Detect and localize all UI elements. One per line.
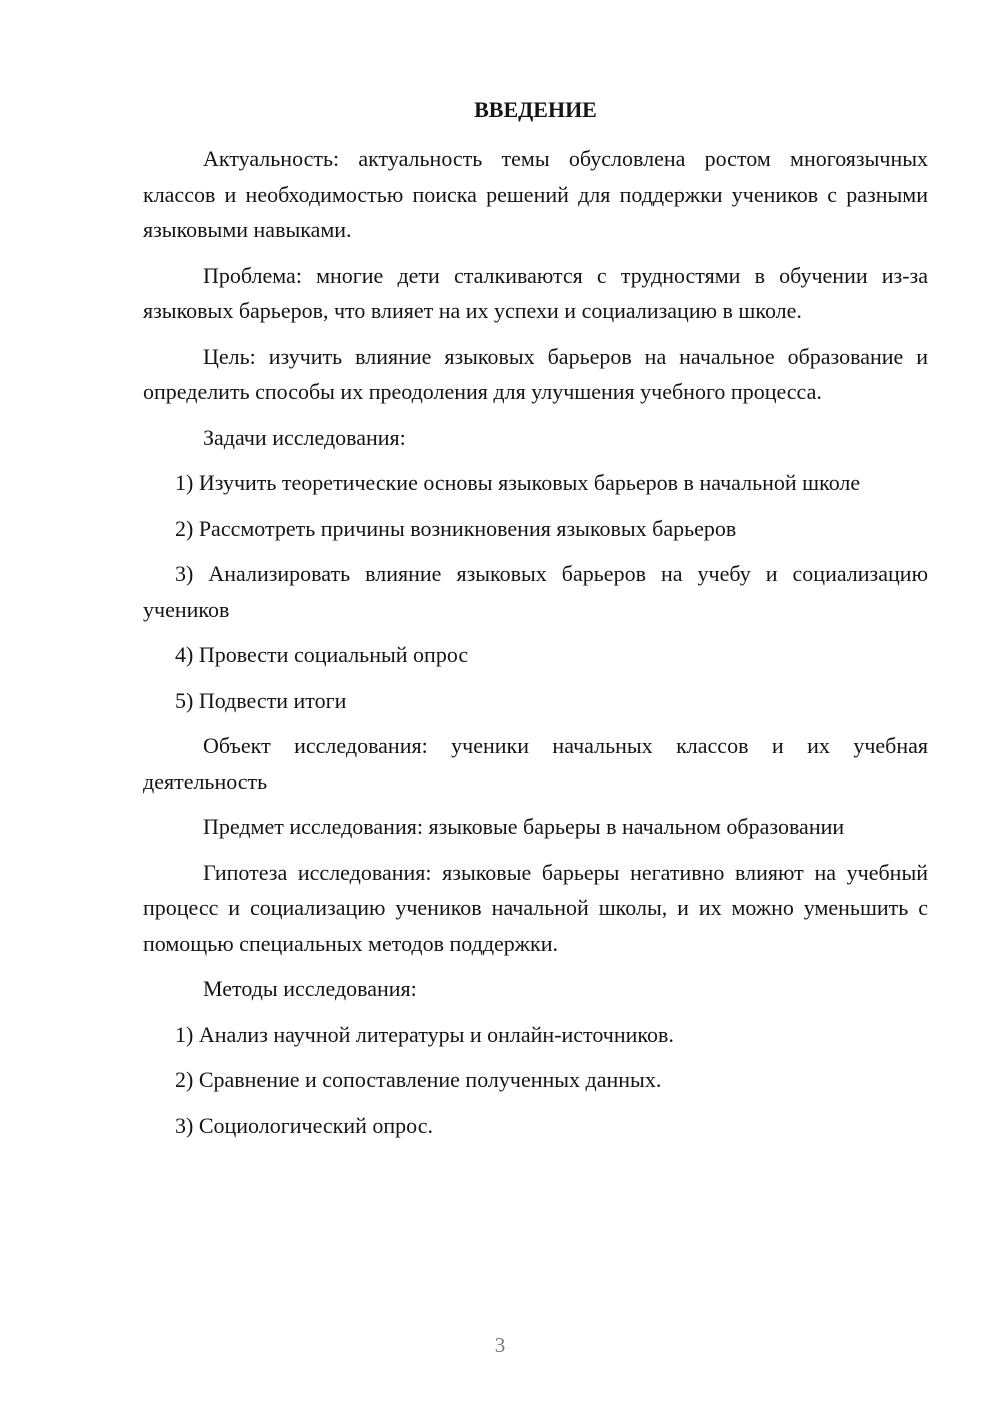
method-item-1: 1) Анализ научной литературы и онлайн-источников. — [175, 1021, 674, 1047]
paragraph-methods-heading: Методы исследования: — [203, 976, 417, 1001]
task-item-1: 1) Изучить теоретические основы языковых барьеров в начальной школе — [175, 470, 861, 495]
page-number: 3 — [494, 1333, 506, 1357]
paragraph-object: Объект исследования: ученики начальных классов и их учебная деятельность — [143, 733, 928, 794]
method-item-3: 3) Социологический опрос. — [175, 1112, 433, 1138]
section-title: ВВЕДЕНИЕ — [474, 97, 597, 122]
paragraph-hypothesis: Гипотеза исследования: языковые барьеры негативно влияют на учебный процесс и социализацию учеников начальной школы, и их можно уменьшить с помощью специальных методов поддержки. — [143, 859, 928, 956]
task-item-4: 4) Провести социальный опрос — [175, 642, 469, 667]
task-item-2: 2) Рассмотреть причины возникновения языковых барьеров — [175, 515, 737, 541]
paragraph-goal: Цель: изучить влияние языковых барьеров на начальное образование и определить способы их преодоления для улучшения учебного процесса. — [143, 343, 928, 404]
paragraph-tasks-heading: Задачи исследования: — [203, 424, 406, 450]
task-item-3: 3) Анализировать влияние языковых барьеров на учебу и социализацию учеников — [143, 561, 928, 622]
paragraph-problem: Проблема: многие дети сталкиваются с трудностями в обучении из-за языковых барьеров, что влияет на их успехи и социализацию в школе. — [143, 262, 928, 323]
paragraph-subject: Предмет исследования: языковые барьеры в начальном образовании — [203, 814, 845, 839]
paragraph-relevance: Актуальность: актуальность темы обусловлена ростом многоязычных классов и необходимостью поиска решений для поддержки учеников с разными языковыми навыками. — [143, 146, 928, 242]
method-item-2: 2) Сравнение и сопоставление полученных данных. — [175, 1067, 662, 1092]
document-body — [143, 141, 928, 1153]
task-item-5: 5) Подвести итоги — [175, 687, 347, 713]
